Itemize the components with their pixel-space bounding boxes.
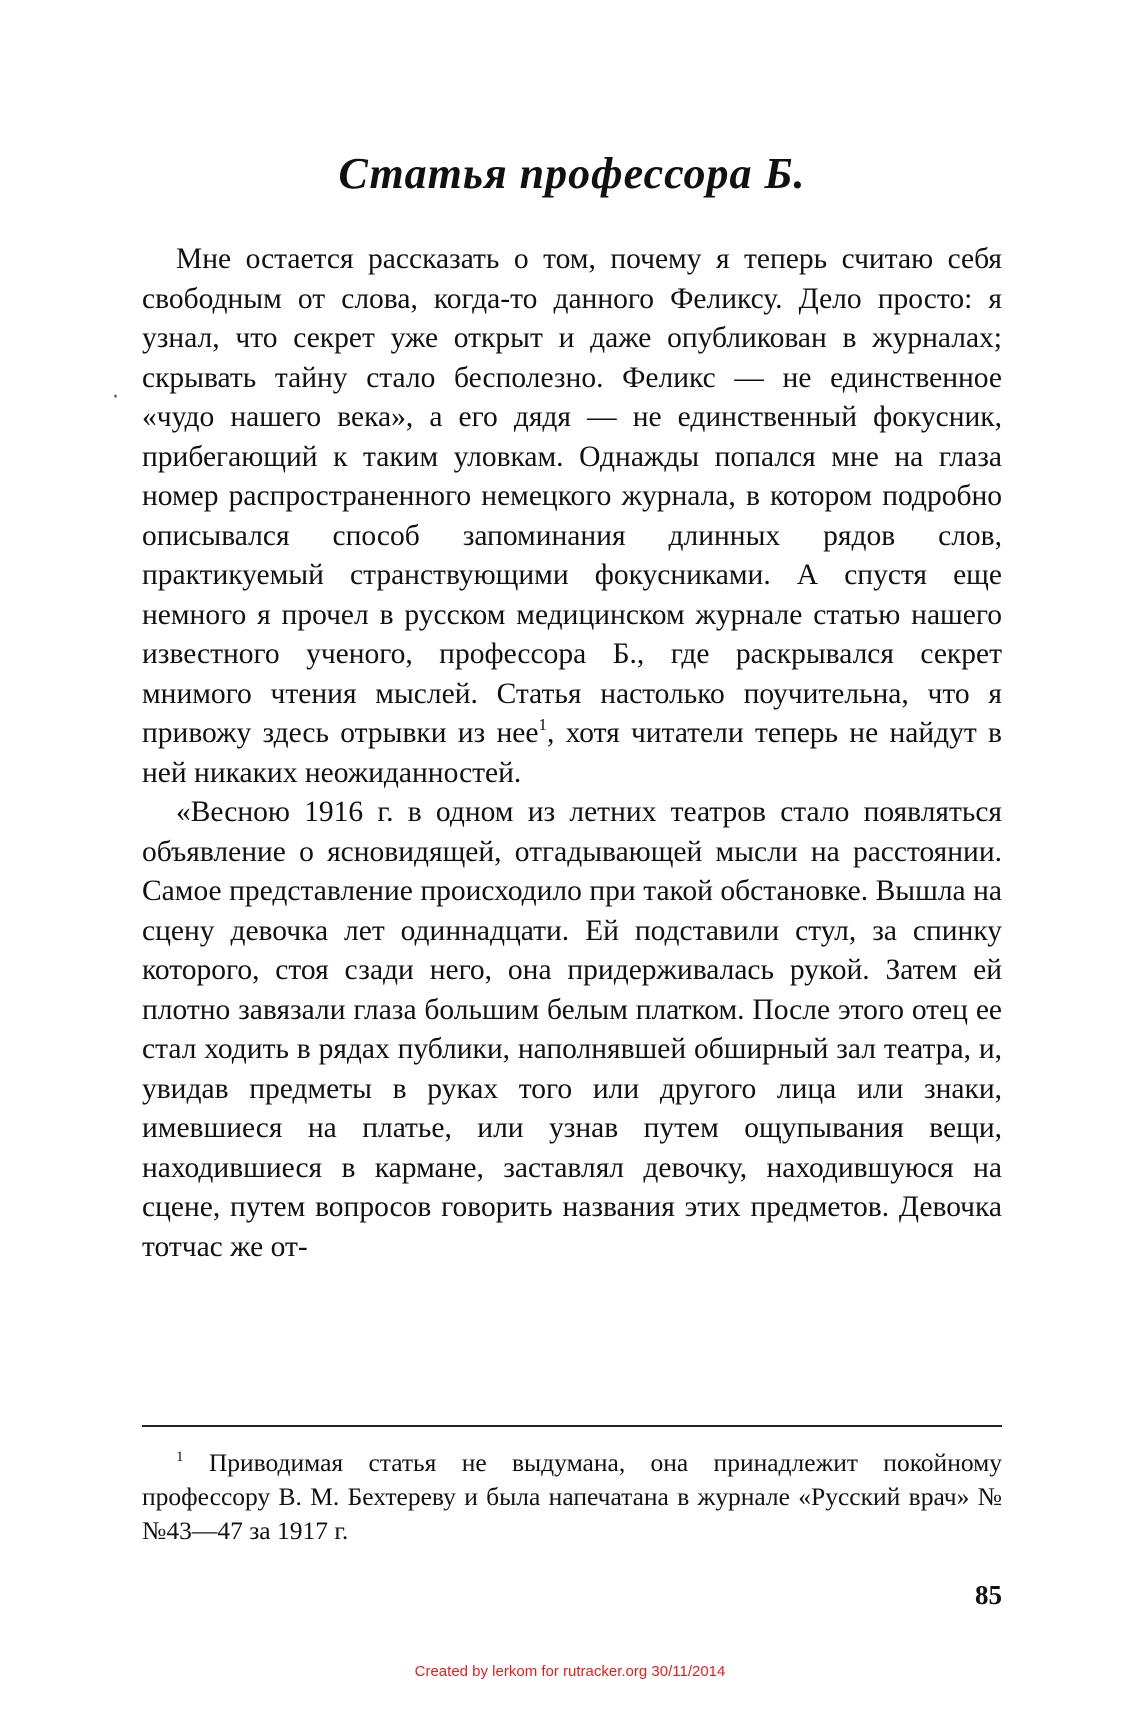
footnote-marker: 1 (176, 1449, 184, 1465)
watermark: Created by lerkom for rutracker.org 30/11/2014 (414, 1663, 726, 1680)
paragraph-1-text: Мне остается рассказать о том, почему я теперь считаю себя свободным от слова, когда-то данного Феликсу. Дело просто: я узнал, что секрет уже открыт и даже опубликован в журналах; скрывать тайну стало бесполезно. Феликс — не единственное «чудо нашего века», а его дядя — не единственный фокусник, прибегающий к таким уловкам. Однажды попался мне на глаза номер распространенного немецкого журнала, в котором подробно описывался способ запоминания длинных рядов слов, практикуемый странствующими фокусниками. А спустя еще немного я прочел в русском медицинском журнале статью нашего известного ученого, профессора Б., где раскрывался секрет мнимого чтения мыслей. Статья настолько поучительна, что я привожу здесь отрывки из нее (142, 243, 1002, 750)
paragraph-1 (142, 240, 1002, 793)
chapter-title: Статья профессора Б. (338, 149, 806, 198)
page-body (142, 150, 1002, 1267)
page-number: 85 (975, 1580, 1002, 1610)
paragraph-2: «Весною 1916 г. в одном из летних театров стало появляться объявление о ясновидящей, отгадывающей мысли на расстоянии. Самое представление происходило при такой обстановке. Вышла на сцену девочка лет одиннадцати. Ей подставили стул, за спинку которого, стоя сзади него, она придерживалась рукой. Затем ей плотно завязали глаза большим белым платком. После этого отец ее стал ходить в рядах публики, наполнявшей обширный зал театра, и, увидав предметы в руках того или другого лица или знаки, имевшиеся на платье, или узнав путем ощупывания вещи, находившиеся в кармане, заставлял девочку, находившуюся на сцене, путем вопросов говорить названия этих предметов. Девочка тотчас же от- (142, 796, 1002, 1263)
paragraph-1-text-end: , хотя читатели теперь не найдут в ней никаких неожиданностей. (142, 717, 1002, 789)
footnote-reference: 1 (538, 715, 547, 735)
footnote (142, 1446, 1002, 1548)
scan-speck: · (112, 385, 119, 410)
footnote-text: Приводимая статья не выдумана, она принадлежит покойному профессору В. М. Бехтереву и была напечатана в журнале «Русский врач» №№43—47 за 1917 г. (142, 1448, 1002, 1545)
footnote-divider (142, 1425, 1002, 1427)
main-text (142, 240, 1002, 1267)
